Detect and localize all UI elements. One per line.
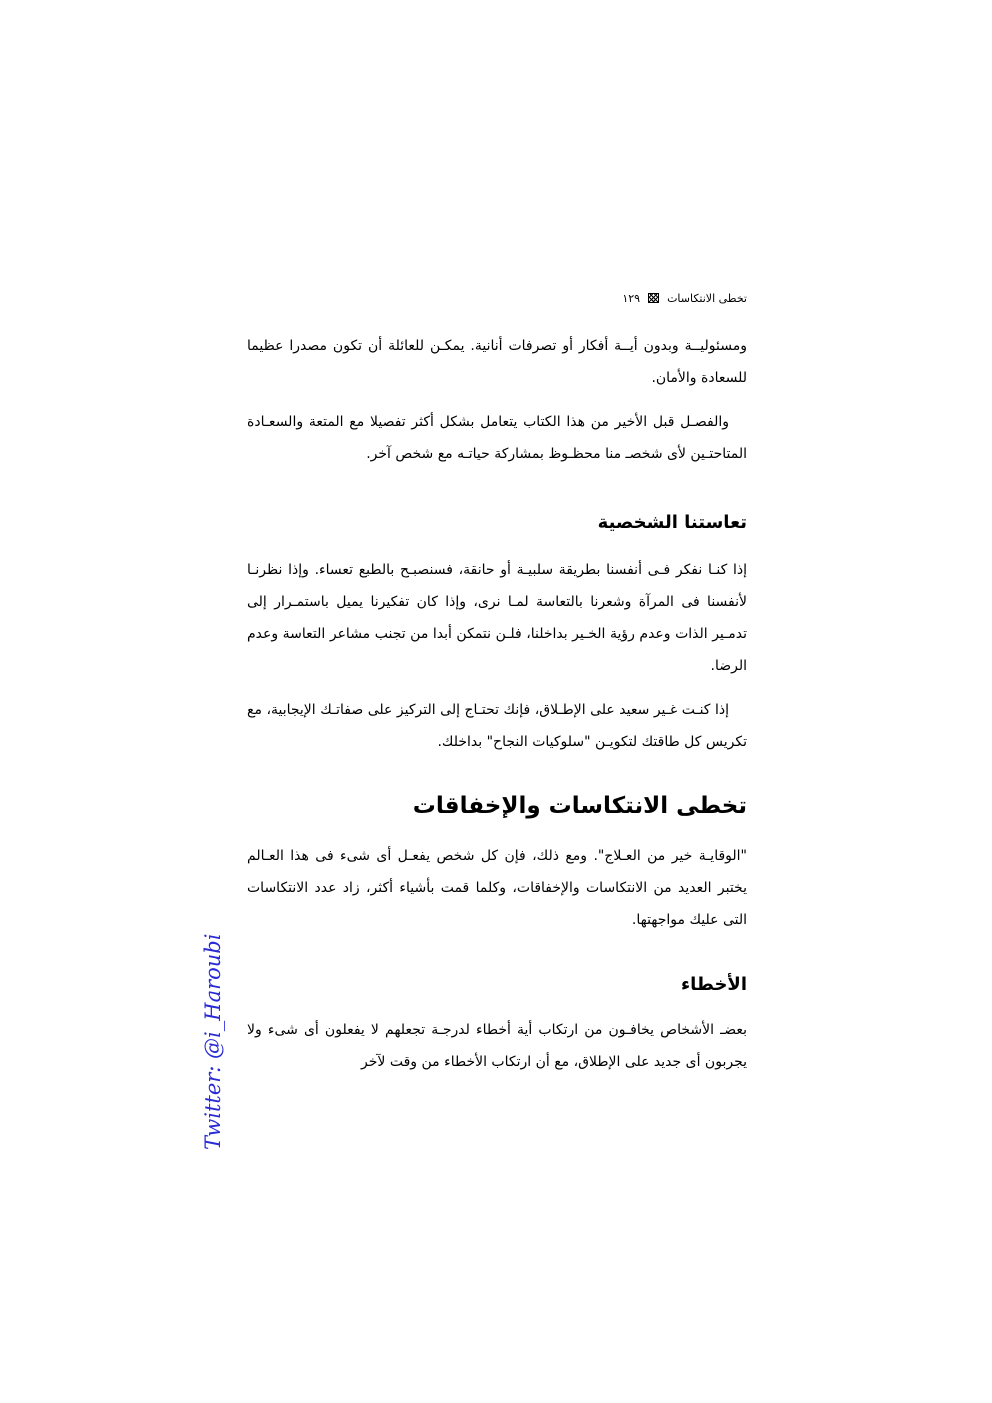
twitter-watermark: Twitter: @i_Haroubi [201,933,225,1150]
heading-setbacks: تخطى الانتكاسات والإخفاقات [412,793,747,819]
paragraph-setbacks-1: "الوقايـة خير من العـلاج". ومع ذلك، فإن كل شخص يفعـل أى شىء فى هذا العـالم يختبر العديد من الانتكاسات والإخفاقات، وكلما قمت بأشياء أكثر، زاد عدد الانتكاسات التى عليك مواجهتها. [247,848,747,928]
ornament-icon [648,293,659,303]
heading-unhappiness: تعاستنا الشخصية [597,512,747,533]
book-page [247,288,747,1078]
paragraph-unhappiness-1: إذا كنـا نفكر فـى أنفسنا بطريقة سلبيـة أو حانقة، فسنصبـح بالطبع تعساء. وإذا نظرنـا لأنفسنا فى المرآة وشعرنا بالتعاسة لمـا نرى، وإذا كان تفكيرنا يميل باستمـرار إلى تدمـير الذات وعدم رؤية الخـير بداخلنا، فلـن نتمكن أبدا من تجنب مشاعر التعاسة وعدم الرضا. [247,562,747,674]
paragraph-mistakes-1: بعضـ الأشخاص يخافـون من ارتكاب أية أخطاء لدرجـة تجعلهم لا يفعلون أى شىء ولا يجربون أى جديد على الإطلاق، مع أن ارتكاب الأخطاء من وقت لآخر [247,1022,747,1070]
paragraph-intro-1: ومسئوليــة وبدون أيــة أفكار أو تصرفات أنانية. يمكـن للعائلة أن تكون مصدرا عظيما للسعادة والأمان. [247,338,747,386]
heading-mistakes: الأخطاء [680,974,747,995]
page-number: ١٢٩ [622,291,641,305]
running-header [247,288,747,308]
paragraph-intro-2: والفصـل قبل الأخير من هذا الكتاب يتعامل بشكل أكثر تفصيلا مع المتعة والسعـادة المتاحتـين لأى شخصـ منا محظـوظ بمشاركة حياتـه مع شخص آخر. [247,414,747,462]
chapter-title: تخطى الانتكاسات [667,291,747,305]
paragraph-unhappiness-2: إذا كنـت غـير سعيد على الإطـلاق، فإنك تحتـاج إلى التركيز على صفاتـك الإيجابية، مع تكريس كل طاقتك لتكويـن "سلوكيات النجاح" بداخلك. [247,702,747,750]
